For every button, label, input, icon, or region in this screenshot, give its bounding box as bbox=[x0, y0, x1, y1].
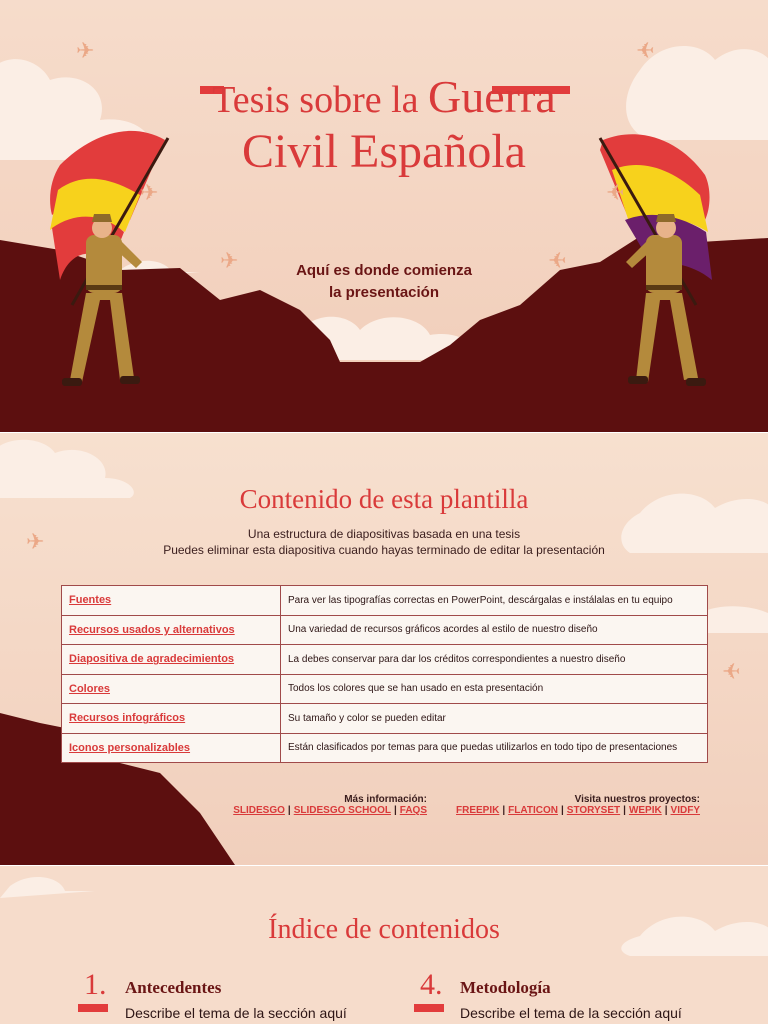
subtitle-line: la presentación bbox=[328, 284, 440, 301]
slide-title-line1 bbox=[0, 70, 768, 123]
link-separator: | bbox=[623, 805, 626, 816]
table-link-cell[interactable]: Colores bbox=[62, 674, 281, 704]
slide-description: Una estructura de diapositivas basada en una tesis bbox=[247, 527, 521, 541]
contents-table bbox=[61, 585, 708, 763]
table-row bbox=[62, 615, 708, 645]
slide-title: Contenido de esta plantilla bbox=[239, 484, 529, 514]
table-link-cell[interactable]: Diapositiva de agradecimientos bbox=[62, 645, 281, 675]
table-row bbox=[62, 674, 708, 704]
slide-title: Índice de contenidos bbox=[268, 914, 500, 945]
slide-title-line2: Civil Española bbox=[242, 125, 526, 178]
table-cell: La debes conservar para dar los créditos correspondientes a nuestro diseño bbox=[281, 645, 708, 675]
table-cell: Su tamaño y color se pueden editar bbox=[281, 704, 708, 734]
table-link-cell[interactable]: Iconos personalizables bbox=[62, 733, 281, 763]
index-number: 1. bbox=[84, 968, 107, 1001]
airplane-icon: ✈ bbox=[140, 180, 159, 205]
link-separator: | bbox=[287, 805, 291, 816]
table-cell: Están clasificados por temas para que puedas utilizarlos en todo tipo de presentaciones bbox=[281, 733, 708, 763]
table-link-cell[interactable]: Fuentes bbox=[62, 586, 281, 616]
airplane-icon: ✈ bbox=[606, 180, 625, 205]
airplane-icon: ✈ bbox=[76, 38, 95, 63]
table-link-cell[interactable]: Recursos infográficos bbox=[62, 704, 281, 734]
storyset-link[interactable]: STORYSET bbox=[566, 805, 621, 816]
airplane-icon: ✈ bbox=[636, 38, 655, 63]
index-accent-bar bbox=[414, 1004, 444, 1012]
table-row bbox=[62, 733, 708, 763]
freepik-link[interactable]: FREEPIK bbox=[456, 805, 500, 816]
airplane-icon: ✈ bbox=[548, 248, 567, 273]
title-slide bbox=[0, 0, 768, 432]
index-item-desc: Describe el tema de la sección aquí bbox=[125, 1005, 347, 1021]
slide-subtitle bbox=[234, 260, 534, 304]
slide-description: Puedes eliminar esta diapositiva cuando hayas terminado de editar la presentación bbox=[163, 543, 605, 557]
projects-links bbox=[456, 794, 700, 816]
table-cell: Para ver las tipografías correctas en PowerPoint, descárgalas e instálalas en tu equipo bbox=[281, 586, 708, 616]
index-item-title: Metodología bbox=[460, 978, 551, 997]
table-cell: Todos los colores que se han usado en esta presentación bbox=[281, 674, 708, 704]
link-separator: | bbox=[393, 805, 397, 816]
index-item-desc: Describe el tema de la sección aquí bbox=[460, 1005, 682, 1021]
index-accent-bar bbox=[78, 1004, 108, 1012]
table-row bbox=[62, 586, 708, 616]
airplane-icon: ✈ bbox=[220, 248, 239, 273]
link-separator: | bbox=[664, 805, 668, 816]
projects-label: Visita nuestros proyectos: bbox=[574, 794, 700, 805]
more-info-label: Más información: bbox=[344, 794, 427, 805]
table-cell: Una variedad de recursos gráficos acordes al estilo de nuestro diseño bbox=[281, 615, 708, 645]
landscape-illustration bbox=[0, 0, 768, 432]
table-link-cell[interactable]: Recursos usados y alternativos bbox=[62, 615, 281, 645]
link-separator: | bbox=[560, 805, 564, 816]
table-row bbox=[62, 645, 708, 675]
index-number: 4. bbox=[420, 968, 443, 1001]
airplane-icon: ✈ bbox=[26, 529, 45, 554]
slidesgo-link[interactable]: SLIDESGO bbox=[233, 805, 285, 816]
wepik-link[interactable]: WEPIK bbox=[628, 805, 662, 816]
table-row bbox=[62, 704, 708, 734]
index-item-title: Antecedentes bbox=[125, 978, 222, 997]
more-info-links bbox=[233, 794, 427, 816]
vidfy-link[interactable]: VIDFY bbox=[670, 805, 700, 816]
title-emphasis: Guerra bbox=[428, 71, 556, 122]
slidesgo-school-link[interactable]: SLIDESGO SCHOOL bbox=[293, 805, 391, 816]
subtitle-line: Aquí es donde comienza bbox=[296, 262, 472, 279]
link-separator: | bbox=[502, 805, 506, 816]
airplane-icon: ✈ bbox=[722, 659, 741, 684]
flaticon-link[interactable]: FLATICON bbox=[508, 805, 558, 816]
faqs-link[interactable]: FAQS bbox=[399, 805, 427, 816]
title-prefix: Tesis sobre la bbox=[212, 79, 419, 121]
